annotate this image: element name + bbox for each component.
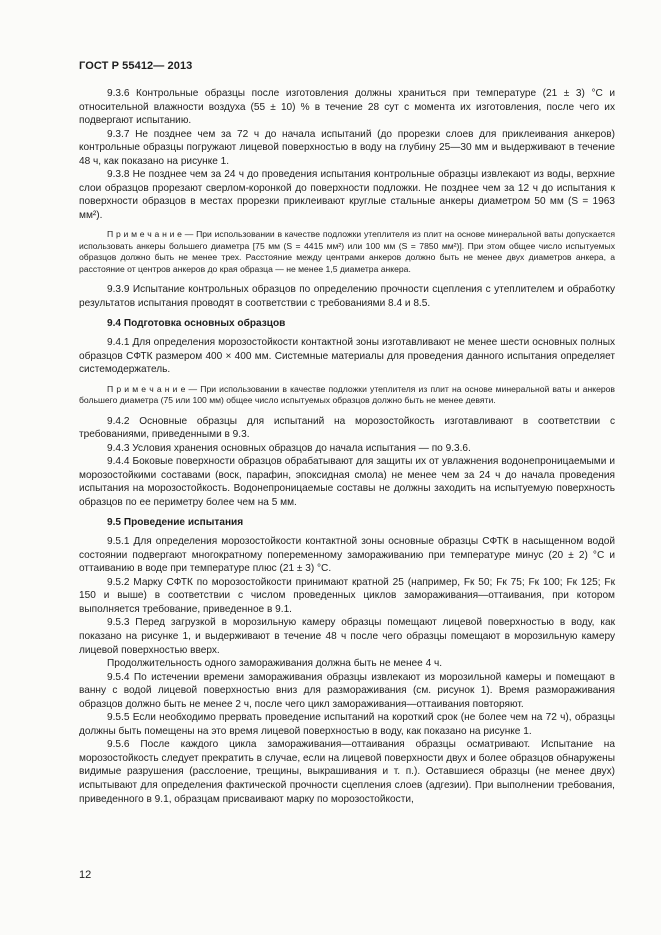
paragraph-9-4-2: 9.4.2 Основные образцы для испытаний на морозостойкость изготавливают в соответствии с требованиями, приведенными в 9.3. (79, 415, 615, 441)
paragraph-9-3-6: 9.3.6 Контрольные образцы после изготовления должны храниться при температуре (21 ± 3) °С и относительной влажности воздуха (55 ± 10) % в течение 28 сут с момента их изготовления, после чего их подвергают испытанию. (79, 88, 615, 127)
note-9-4-1: П р и м е ч а н и е — При использовании в качестве подложки утеплителя из плит на основе минеральной ваты и анкеров большего диаметра (75 или 100 мм) общее число испытуемых образцов должно быть не менее девяти. (79, 383, 615, 406)
section-heading-9-5: 9.5 Проведение испытания (107, 516, 244, 528)
page-header-title: ГОСТ Р 55412— 2013 (79, 60, 193, 72)
document-body (79, 87, 615, 806)
note-9-3-8: П р и м е ч а н и е — При использовании в качестве подложки утеплителя из плит на основе минеральной ваты допускается использовать анкеры большего диаметра [75 мм (S = 4415 мм²) или 100 мм (S = 7850 мм²)]. При этом общее число испытуемых образцов должно быть не менее трех. Расстояние между центрами анкеров должно быть не менее двух диаметров анкера, а расстояние от центров анкеров до края образца — не менее 1,5 диаметра анкера. (79, 229, 615, 274)
paragraph-9-4-4: 9.4.4 Боковые поверхности образцов обрабатывают для защиты их от увлажнения водонепроницаемыми и морозостойкими составами (воск, парафин, эпоксидная смола) не менее чем за 24 ч до начала проведения испытания на морозостойкость. Водонепроницаемые составы не должны заходить на испытуемую поверхность образцов по ее периметру более чем на 5 мм. (79, 456, 615, 509)
paragraph-9-5-2: 9.5.2 Марку СФТК по морозостойкости принимают кратной 25 (например, Fк 50; Fк 75; Fк 100; Fк 125; Fк 150 и выше) в соответствии с числом проведенных циклов замораживания—оттаивания, при котором выполняется требование, приведенное в 9.1. (79, 576, 615, 615)
section-heading-9-4: 9.4 Подготовка основных образцов (107, 317, 286, 329)
paragraph-9-5-3: 9.5.3 Перед загрузкой в морозильную камеру образцы помещают лицевой поверхностью в воду, как показано на рисунке 1, и выдерживают в течение 48 ч после чего образцы помещают в морозильную камеру лицевой поверхностью вверх. (79, 617, 615, 656)
paragraph-9-5-1: 9.5.1 Для определения морозостойкости контактной зоны основные образцы СФТК в насыщенном водой состоянии подвергают многократному попеременному замораживанию при температуре минус (20 ± 2) °С и оттаиванию в воде при температуре плюс (21 ± 3) °С. (79, 536, 615, 575)
paragraph-9-4-1: 9.4.1 Для определения морозостойкости контактной зоны изготавливают не менее шести основных полных образцов СФТК размером 400 × 400 мм. Системные материалы для проведения данного испытания определяет системодержатель. (79, 337, 615, 376)
paragraph-9-4-3: 9.4.3 Условия хранения основных образцов до начала испытания — по 9.3.6. (107, 442, 471, 454)
paragraph-9-3-7: 9.3.7 Не позднее чем за 72 ч до начала испытаний (до прорезки слоев для приклеивания анкеров) контрольные образцы погружают лицевой поверхностью в воду на глубину 25—30 мм и выдерживают в течение 48 ч, как показано на рисунке 1. (79, 128, 615, 167)
paragraph-9-5-5: 9.5.5 Если необходимо прервать проведение испытаний на короткий срок (не более чем на 72 ч), образцы должны быть помещены на это время лицевой поверхностью в воду, как показано на рисунке 1. (79, 712, 615, 737)
paragraph-9-5-6: 9.5.6 После каждого цикла замораживания—оттаивания образцы осматривают. Испытание на морозостойкость следует прекратить в случае, если на лицевой поверхности двух и более образцов обнаружены видимые разрушения (расслоение, трещины, выкрашивания и т. п.). Оставшиеся образцы (не менее двух) испытывают для определения фактической прочности сцепления слоев (адгезии). При выполнении требования, приведенного в 9.1, образцам присваивают марку по морозостойкости, (79, 739, 615, 805)
paragraph-9-3-9: 9.3.9 Испытание контрольных образцов по определению прочности сцепления с утеплителем и обработку результатов испытания проводят в соответствии с требованиями 8.4 и 8.5. (79, 284, 615, 310)
page-number: 12 (79, 869, 92, 881)
paragraph-9-5-4: 9.5.4 По истечении времени замораживания образцы извлекают из морозильной камеры и помещают в ванну с водой лицевой поверхностью вниз для размораживания (см. рисунок 1). Время размораживания образцов должно быть не менее 2 ч, после чего цикл замораживания—оттаивания повторяют. (79, 671, 615, 710)
paragraph-9-5-3-duration: Продолжительность одного замораживания должна быть не менее 4 ч. (107, 658, 443, 670)
paragraph-9-3-8: 9.3.8 Не позднее чем за 24 ч до проведения испытания контрольные образцы извлекают из воды, верхние слои образцов прорезают сверлом-коронкой до поверхности подложки. Не позднее чем за 12 ч до испытания к поверхности образцов в местах прорезки приклеивают круглые стальные анкеры диаметром 50 мм (S = 1963 мм²). (79, 169, 615, 221)
